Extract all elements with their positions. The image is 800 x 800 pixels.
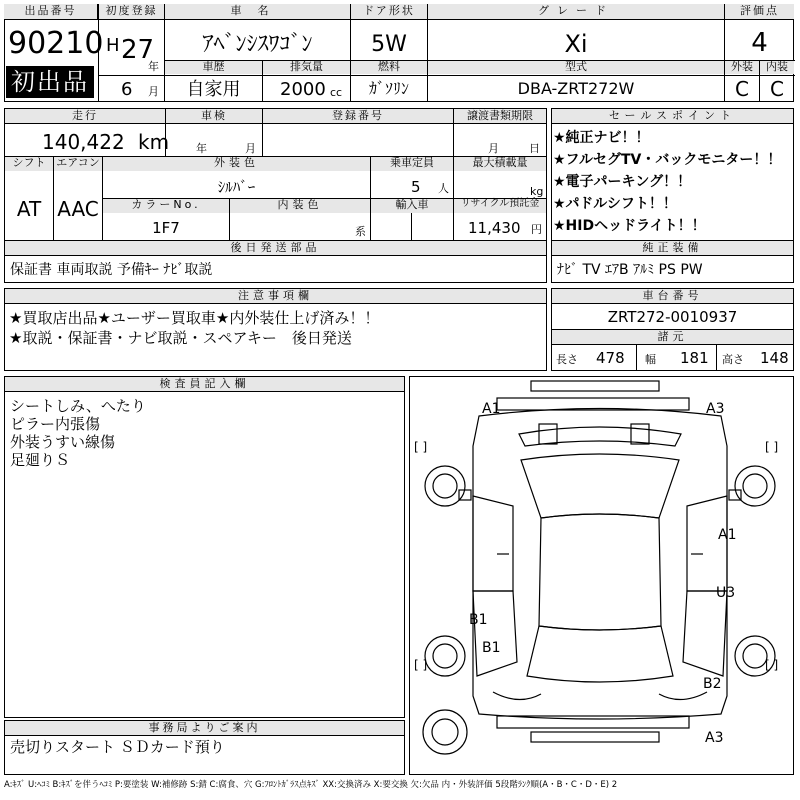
displacement-value: 2000 xyxy=(280,79,326,100)
registration-month: 6 xyxy=(121,79,133,100)
dimension-width-label: 幅 xyxy=(645,353,656,366)
later-parts-label: 後日発送部品 xyxy=(5,241,546,256)
sales-point-item: ★フルセグTV・バックモニター！！ xyxy=(553,152,782,168)
capacity-value: 5 xyxy=(411,178,421,196)
dimension-width-value: 181 xyxy=(680,349,709,367)
sales-points-label: セールスポイント xyxy=(552,109,793,124)
divider xyxy=(716,345,717,371)
notes-line: ★買取店出品★ユーザー買取車★内外装仕上げ済み！！ xyxy=(9,309,380,327)
dimension-length-label: 長さ xyxy=(556,353,578,366)
damage-mark-top-right: A3 xyxy=(706,401,725,417)
office-value: 売切りスタート ＳＤカード預り xyxy=(10,738,225,756)
lot-number: 90210 xyxy=(8,26,104,61)
divider xyxy=(453,108,454,156)
recycle-label: リサイクル預託金 xyxy=(454,199,546,213)
inspector-line: シートしみ、へたり xyxy=(10,397,146,415)
inspection-label: 車検 xyxy=(166,109,262,124)
divider xyxy=(636,345,637,371)
shift-value: AT xyxy=(16,197,42,221)
grade-value: Xi xyxy=(564,30,588,58)
door-label: ドア形状 xyxy=(351,4,427,20)
inspector-label: 検査員記入欄 xyxy=(5,377,404,392)
damage-mark-right-upper: A1 xyxy=(718,527,737,543)
mileage-label: 走行 xyxy=(5,109,165,124)
model-code-value: DBA-ZRT272W xyxy=(517,79,635,98)
damage-mark-right-middle: U3 xyxy=(716,585,736,601)
color-no-value: 1F7 xyxy=(152,219,180,237)
inspector-line: 足廻りＳ xyxy=(10,451,71,469)
sales-point-item: ★純正ナビ！！ xyxy=(553,130,650,146)
max-load-label: 最大積載量 xyxy=(454,157,546,171)
max-load-unit: kg xyxy=(530,185,544,198)
interior-color-unit: 系 xyxy=(355,225,366,238)
lot-label: 出品番号 xyxy=(4,4,98,20)
notes-line: ★取説・保証書・ナビ取説・スペアキー 後日発送 xyxy=(9,329,352,347)
equipment-value: ﾅﾋﾞ TV ｴｱB ｱﾙﾐ PS PW xyxy=(557,262,703,278)
door-value: 5W xyxy=(371,32,407,57)
displacement-label: 排気量 xyxy=(263,61,350,74)
bracket-rear-right: [ ] xyxy=(765,658,779,672)
inspection-year-unit: 年 xyxy=(196,142,207,155)
rating-exterior-value: C xyxy=(735,77,749,101)
notes-label: 注意事項欄 xyxy=(5,289,546,304)
registration-era: H xyxy=(106,35,120,56)
displacement-unit: cc xyxy=(330,86,343,99)
sales-point-item: ★パドルシフト！！ xyxy=(553,196,677,212)
history-label: 車歴 xyxy=(165,61,262,74)
car-name-label: 車名 xyxy=(165,4,350,20)
exterior-color-label: 外装色 xyxy=(103,157,370,171)
plate-label: 登録番号 xyxy=(263,109,453,124)
damage-mark-top-left: A1 xyxy=(482,401,501,417)
dimension-length-value: 478 xyxy=(596,349,625,367)
rating-value: 4 xyxy=(751,28,768,58)
later-parts-value: 保証書 車両取説 予備ｷｰ ﾅﾋﾞ取説 xyxy=(10,262,213,278)
capacity-unit: 人 xyxy=(438,182,449,195)
dimension-height-value: 148 xyxy=(760,349,789,367)
fuel-label: 燃料 xyxy=(351,61,427,74)
legend: A:ｷｽﾞ U:ﾍｺﾐ B:ｷｽﾞを伴うﾍｺﾐ P:要塗装 W:補修跡 S:錆 C:腐食、穴 G:ﾌﾛﾝﾄｶﾞﾗｽ点ｷｽﾞ XX:交換済み X:要交換 欠:欠品 内・外装評価 5段階ﾗﾝｸ順(A・B・C・D・E) 2 xyxy=(4,780,618,790)
color-no-label: カラーNo. xyxy=(103,199,229,213)
spare-wheel xyxy=(423,710,467,754)
equipment-label: 純正装備 xyxy=(552,241,793,256)
chassis-value: ZRT272-0010937 xyxy=(607,308,738,326)
transfer-deadline-label: 譲渡書類期限 xyxy=(454,109,546,124)
bracket-front-right: [ ] xyxy=(765,440,779,454)
mileage-value: 140,422 xyxy=(42,130,125,154)
car-diagram xyxy=(409,376,794,775)
divider xyxy=(165,60,725,61)
model-code-label: 型式 xyxy=(428,61,724,74)
import-label: 輸入車 xyxy=(371,199,453,213)
rating-exterior-label: 外装 xyxy=(725,61,759,74)
exterior-color-value: ｼﾙﾊﾞｰ xyxy=(217,178,256,196)
dimensions-label: 諸元 xyxy=(552,330,793,345)
registration-month-unit: 月 xyxy=(148,85,159,98)
bracket-front-left: [ ] xyxy=(414,440,428,454)
registration-label: 初度登録 xyxy=(99,4,164,20)
first-listing-badge: 初出品 xyxy=(6,66,94,98)
recycle-value: 11,430 xyxy=(468,219,521,237)
fuel-value: ｶﾞｿﾘﾝ xyxy=(368,79,409,98)
grade-label: グレード xyxy=(428,4,724,20)
recycle-unit: 円 xyxy=(531,223,542,236)
transfer-deadline-month-unit: 月 xyxy=(488,142,499,155)
damage-mark-bottom-right: A3 xyxy=(705,730,724,746)
divider xyxy=(262,108,263,156)
damage-mark-left-lower: B1 xyxy=(482,640,501,656)
divider xyxy=(411,213,412,240)
inspection-month-unit: 月 xyxy=(245,142,256,155)
rating-interior-value: C xyxy=(770,77,784,101)
divider xyxy=(99,75,795,76)
interior-color-label: 内装色 xyxy=(230,199,370,213)
rating-label: 評価点 xyxy=(725,4,794,20)
damage-mark-right-lower: B2 xyxy=(703,676,722,692)
bracket-rear-left: [ ] xyxy=(414,658,428,672)
divider xyxy=(370,156,371,198)
office-label: 事務局よりご案内 xyxy=(5,721,404,736)
divider xyxy=(370,198,371,240)
shift-label: シフト xyxy=(5,157,53,171)
damage-mark-left-upper: B1 xyxy=(469,612,488,628)
divider xyxy=(229,198,230,240)
rating-interior-label: 内装 xyxy=(760,61,794,74)
sales-point-item: ★HIDヘッドライト！！ xyxy=(553,218,706,234)
transfer-deadline-day-unit: 日 xyxy=(529,142,540,155)
wheel-rear-left xyxy=(425,636,465,676)
registration-year: 27 xyxy=(121,35,155,65)
sales-point-item: ★電子パーキング！！ xyxy=(553,174,692,190)
inspector-line: 外装うすい線傷 xyxy=(10,433,116,451)
aircon-label: エアコン xyxy=(54,157,102,171)
chassis-label: 車台番号 xyxy=(552,289,793,304)
divider xyxy=(53,156,54,240)
registration-year-unit: 年 xyxy=(148,60,159,73)
history-value: 自家用 xyxy=(186,79,241,100)
divider xyxy=(262,60,263,102)
aircon-value: AAC xyxy=(57,197,99,221)
mileage-unit: km xyxy=(138,130,170,154)
inspector-line: ピラー内張傷 xyxy=(10,415,101,433)
capacity-label: 乗車定員 xyxy=(371,157,453,171)
dimension-height-label: 高さ xyxy=(722,353,744,366)
car-name-value: ｱﾍﾞﾝｼｽﾜｺﾞﾝ xyxy=(202,32,313,57)
